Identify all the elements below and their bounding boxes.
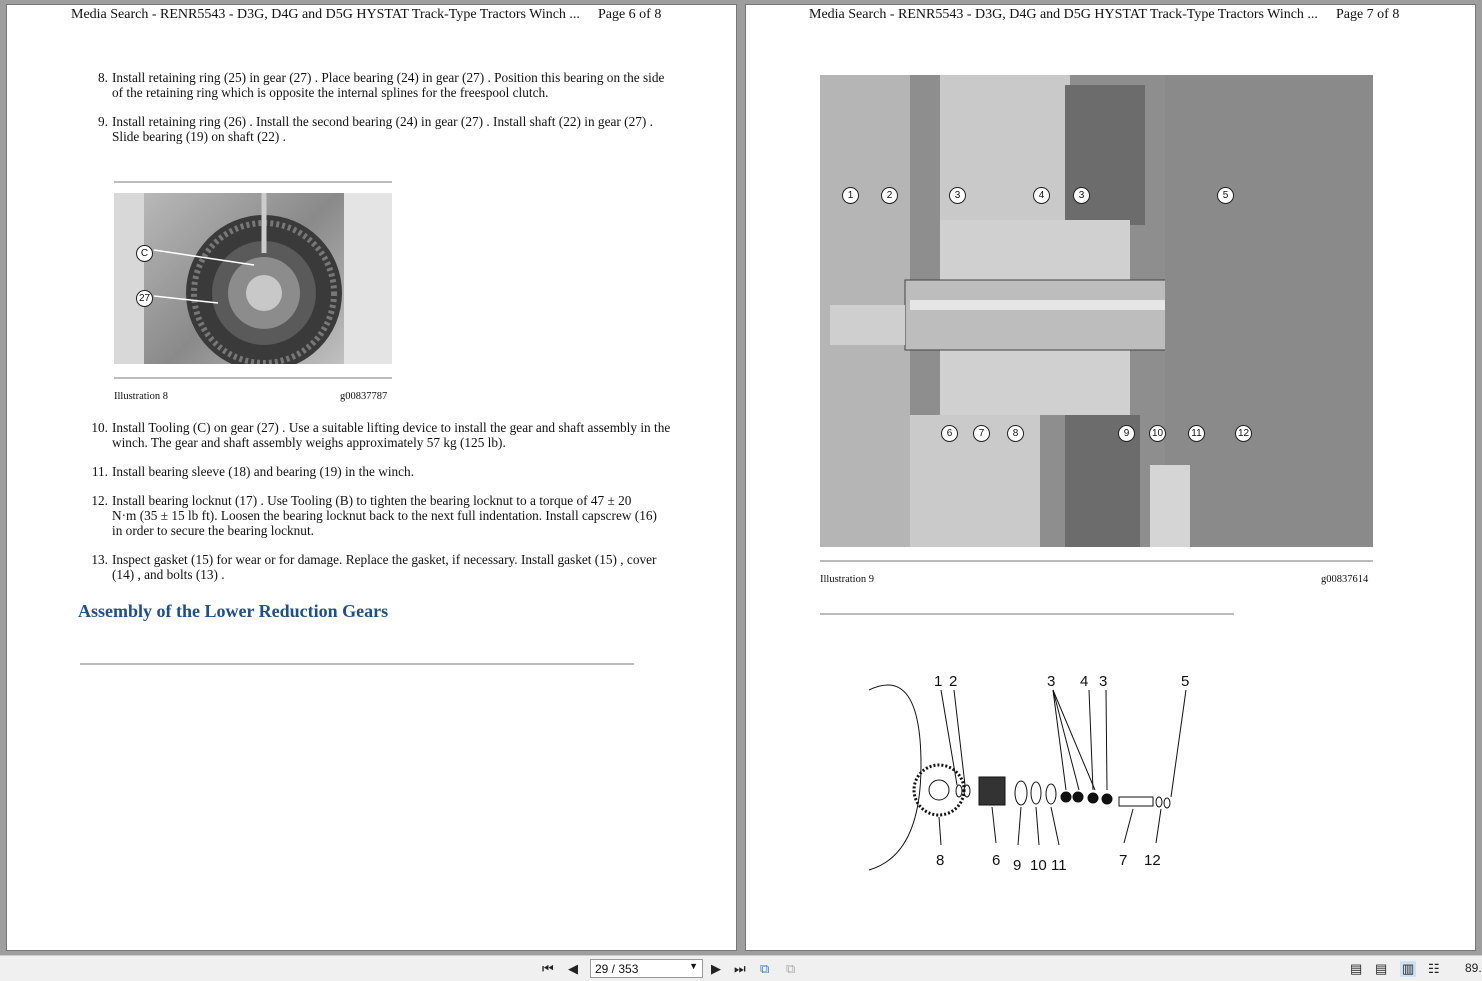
callout-11: 11 bbox=[1188, 425, 1205, 442]
exploded-label-6: 6 bbox=[992, 852, 1001, 869]
single-page-view-icon[interactable]: ▤ bbox=[1350, 961, 1363, 976]
exploded-label-2: 2 bbox=[949, 673, 958, 690]
viewer-toolbar bbox=[0, 955, 1482, 981]
exploded-label-4: 4 bbox=[1080, 673, 1089, 690]
divider bbox=[820, 613, 1234, 615]
exploded-label-3: 3 bbox=[1047, 673, 1056, 690]
illustration-caption: Illustration 9 bbox=[820, 574, 874, 585]
step-number: 11. bbox=[91, 464, 108, 479]
exploded-label-10: 10 bbox=[1030, 857, 1047, 874]
illustration-9-photo bbox=[820, 75, 1373, 547]
callout-4: 4 bbox=[1033, 187, 1050, 204]
step-10 bbox=[91, 420, 672, 450]
exploded-label-8: 8 bbox=[936, 852, 945, 869]
exploded-view-diagram bbox=[861, 645, 1201, 875]
callout-7: 7 bbox=[973, 425, 990, 442]
fit-page-icon[interactable]: ⧉ bbox=[786, 961, 796, 976]
header-title: Media Search - RENR5543 - D3G, D4G and D5G HYSTAT Track-Type Tractors Winch ... bbox=[71, 7, 580, 22]
exploded-label-9: 9 bbox=[1013, 857, 1022, 874]
callout-27: 27 bbox=[136, 290, 153, 307]
step-text: Install Tooling (C) on gear (27) . Use a suitable lifting device to install the gear and shaft assembly in the winch. The gear and shaft assembly weighs approximately 57 kg (125 lb). bbox=[112, 420, 671, 450]
gear-photo-graphic bbox=[114, 193, 392, 364]
callout-10: 10 bbox=[1149, 425, 1166, 442]
step-number: 13. bbox=[91, 552, 108, 567]
illustration-id: g00837614 bbox=[1321, 574, 1369, 585]
callout-3b: 3 bbox=[1073, 187, 1090, 204]
exploded-label-12: 12 bbox=[1144, 852, 1161, 869]
step-text: Install retaining ring (25) in gear (27) . Place bearing (24) in gear (27) . Position this bearing on the side of the retaining ring which is opposite the internal splines for the freespool clutch. bbox=[112, 70, 665, 100]
exploded-label-5: 5 bbox=[1181, 673, 1190, 690]
header-title: Media Search - RENR5543 - D3G, D4G and D5G HYSTAT Track-Type Tractors Winch ... bbox=[809, 7, 1318, 22]
exploded-view-graphic bbox=[861, 645, 1201, 875]
callout-c: C bbox=[136, 245, 153, 262]
page-number-input[interactable] bbox=[590, 959, 703, 978]
divider bbox=[114, 377, 392, 379]
step-number: 12. bbox=[91, 493, 108, 508]
callout-6: 6 bbox=[941, 425, 958, 442]
page-header bbox=[809, 7, 1399, 23]
callout-3: 3 bbox=[949, 187, 966, 204]
divider bbox=[820, 560, 1373, 562]
illustration-id: g00837787 bbox=[340, 391, 388, 402]
page-header bbox=[71, 7, 661, 23]
step-text: Install retaining ring (26) . Install the second bearing (24) in gear (27) . Install shaft (22) in gear (27) . Slide bearing (19) on shaft (22) . bbox=[112, 114, 653, 144]
step-13 bbox=[91, 552, 657, 582]
step-8 bbox=[98, 70, 672, 100]
step-12 bbox=[91, 493, 657, 538]
step-number: 8. bbox=[98, 70, 108, 85]
callout-12: 12 bbox=[1235, 425, 1252, 442]
pdf-page-6 bbox=[6, 4, 737, 951]
callout-8: 8 bbox=[1007, 425, 1024, 442]
exploded-label-1: 1 bbox=[934, 673, 943, 690]
zoom-level[interactable]: 89. bbox=[1465, 961, 1482, 975]
page-label: Page 6 of 8 bbox=[597, 7, 662, 22]
rotate-page-icon[interactable]: ⧉ bbox=[760, 961, 770, 976]
exploded-label-3b: 3 bbox=[1099, 673, 1108, 690]
step-11 bbox=[91, 464, 672, 479]
step-9 bbox=[98, 114, 672, 144]
pdf-page-7 bbox=[745, 4, 1476, 951]
step-text: Install bearing locknut (17) . Use Tooling (B) to tighten the bearing locknut to a torque of 47 ± 20 N·m (35 ± 15 lb ft). Loosen the bearing locknut back to the next full indentation. Install capscrew (16) in order to secure the bearing locknut. bbox=[112, 493, 657, 538]
next-page-icon[interactable]: ▶ bbox=[711, 961, 721, 976]
callout-2: 2 bbox=[881, 187, 898, 204]
illustration-caption: Illustration 8 bbox=[114, 391, 168, 402]
two-page-continuous-view-icon[interactable]: ☷ bbox=[1428, 961, 1440, 976]
step-number: 9. bbox=[98, 114, 108, 129]
callout-5: 5 bbox=[1217, 187, 1234, 204]
step-number: 10. bbox=[91, 420, 108, 435]
step-text: Inspect gasket (15) for wear or for damage. Replace the gasket, if necessary. Install gasket (15) , cover (14) , and bolts (13) . bbox=[112, 552, 657, 582]
illustration-8-photo bbox=[114, 193, 392, 364]
last-page-icon[interactable]: ⏭ bbox=[734, 961, 746, 976]
continuous-view-icon[interactable]: ▤ bbox=[1375, 961, 1388, 976]
callout-9: 9 bbox=[1118, 425, 1135, 442]
divider bbox=[80, 663, 634, 665]
step-text: Install bearing sleeve (18) and bearing (19) in the winch. bbox=[112, 464, 415, 479]
exploded-label-11: 11 bbox=[1051, 857, 1067, 874]
page-label: Page 7 of 8 bbox=[1335, 7, 1400, 22]
callout-1: 1 bbox=[842, 187, 859, 204]
chevron-down-icon[interactable]: ▼ bbox=[689, 961, 698, 971]
section-title: Assembly of the Lower Reduction Gears bbox=[78, 601, 389, 621]
exploded-label-7: 7 bbox=[1119, 852, 1128, 869]
two-page-view-icon[interactable]: ▥ bbox=[1402, 961, 1415, 976]
page-number-value: 29 / 353 bbox=[595, 962, 639, 976]
first-page-icon[interactable]: ⏮ bbox=[542, 961, 554, 976]
shaft-assembly-graphic bbox=[820, 75, 1373, 547]
previous-page-icon[interactable]: ◀ bbox=[568, 961, 578, 976]
divider bbox=[114, 181, 392, 183]
